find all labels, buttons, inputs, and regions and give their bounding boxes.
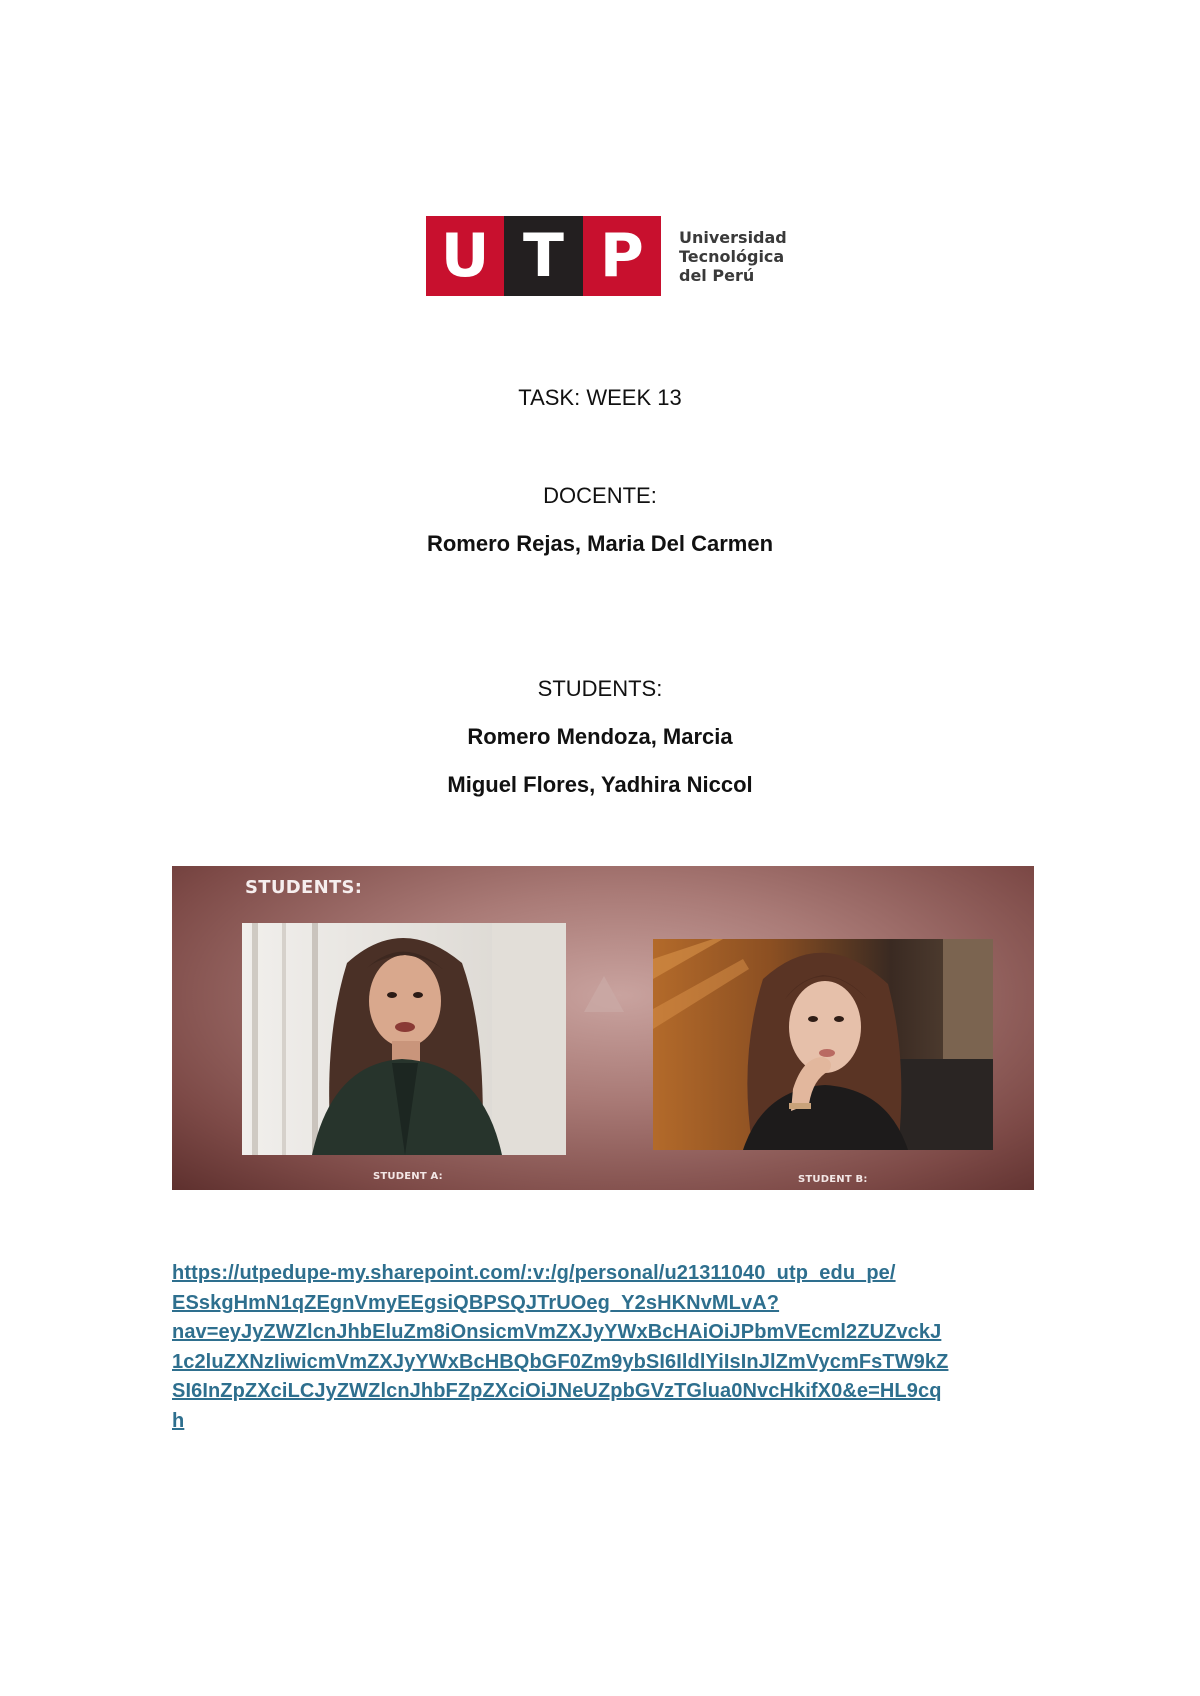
video-title: STUDENTS:: [245, 877, 363, 898]
logo-letter-p: P: [583, 216, 661, 296]
logo-wordmark-line: Universidad: [679, 227, 787, 247]
student-name: Miguel Flores, Yadhira Niccol: [447, 772, 753, 797]
video-link-line[interactable]: h: [172, 1409, 185, 1432]
student-b-label: STUDENT B:: [798, 1174, 868, 1185]
logo-wordmark-line: del Perú: [679, 265, 755, 285]
video-link[interactable]: [172, 1259, 1038, 1437]
video-link-line[interactable]: https://utpedupe-my.sharepoint.com/:v:/g/personal/u21311040_utp_edu_pe/: [172, 1262, 896, 1284]
logo-wordmark-line: Tecnológica: [679, 246, 785, 266]
student-a-image: [242, 923, 566, 1155]
video-thumbnail[interactable]: [172, 866, 1034, 1190]
triangle-icon: [582, 974, 626, 1014]
logo-letter-u: U: [426, 216, 504, 296]
student-b-image: [653, 939, 993, 1150]
docente-label: DOCENTE:: [543, 483, 657, 508]
student-name: Romero Mendoza, Marcia: [467, 724, 733, 749]
student-a-video-panel: [242, 923, 566, 1155]
logo-wordmark: [679, 228, 787, 285]
utp-logo-mark: [426, 216, 661, 296]
video-link-line[interactable]: nav=eyJyZWZlcnJhbEluZm8iOnsicmVmZXJyYWxBcHAiOiJPbmVEcml2ZUZvckJ: [172, 1321, 942, 1344]
video-link-line[interactable]: 1c2luZXNzIiwicmVmZXJyYWxBcHBQbGF0Zm9ybSI6IldlYiIsInJlZmVycmFsTW9kZ: [172, 1350, 949, 1373]
logo-letter-t: T: [504, 216, 582, 296]
utp-logo: [426, 216, 787, 296]
docente-name: Romero Rejas, Maria Del Carmen: [426, 531, 774, 556]
video-link-line[interactable]: SI6InZpZXciLCJyZWZlcnJhbFZpZXciOiJNeUZpbGVzTGlua0NvcHkifX0&e=HL9cq: [172, 1380, 942, 1403]
task-title: TASK: WEEK 13: [518, 385, 682, 410]
student-a-label: STUDENT A:: [373, 1171, 443, 1182]
students-label: STUDENTS:: [537, 676, 663, 701]
student-b-video-panel: [653, 939, 993, 1150]
video-link-line[interactable]: ESskgHmN1qZEgnVmyEEgsiQBPSQJTrUOeg_Y2sHKNvMLvA?: [172, 1291, 780, 1314]
